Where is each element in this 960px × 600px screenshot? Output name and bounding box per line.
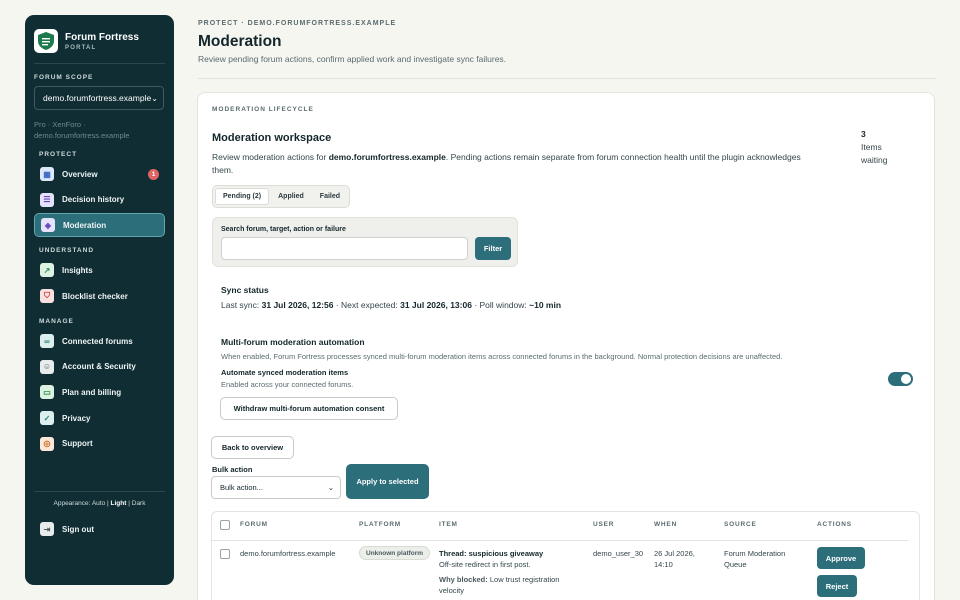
row-item	[439, 548, 584, 596]
sidebar-item-label: Privacy	[62, 413, 91, 423]
shield-logo-icon	[34, 29, 58, 53]
header-divider	[198, 78, 936, 79]
apply-to-selected-button[interactable]: Apply to selected	[346, 464, 429, 499]
source-line1: Forum Moderation	[724, 549, 786, 558]
appearance-light[interactable]: Light	[110, 500, 127, 507]
moderation-card	[197, 92, 935, 600]
brand[interactable]	[34, 29, 165, 64]
sync-status-title: Sync status	[221, 285, 269, 295]
notification-badge: 1	[148, 169, 159, 180]
next-sync-label: · Next expected:	[333, 300, 401, 310]
why-blocked-value: Low trust registration velocity	[439, 575, 560, 595]
row-checkbox[interactable]	[220, 549, 230, 559]
brand-subtitle: PORTAL	[65, 44, 97, 51]
back-to-overview-button[interactable]: Back to overview	[211, 436, 294, 459]
last-sync-label: Last sync:	[221, 300, 262, 310]
sidebar-item-label: Moderation	[63, 220, 107, 230]
search-label: Search forum, target, action or failure	[221, 226, 346, 233]
appearance-dark[interactable]: Dark	[131, 500, 146, 507]
sync-status-text	[221, 300, 561, 310]
desc-suffix: . Pending actions remain separate from forum connection health until the plugin acknowledges them.	[212, 152, 801, 175]
appearance-separator: |	[107, 500, 109, 507]
page-title: Moderation	[198, 33, 282, 50]
sidebar-item-connected-forums[interactable]	[34, 329, 165, 353]
sidebar-item-label: Blocklist checker	[62, 291, 128, 301]
tab-failed[interactable]: Failed	[319, 193, 341, 200]
column-header-forum: FORUM	[240, 521, 268, 528]
reject-button[interactable]: Reject	[817, 575, 857, 597]
appearance-auto[interactable]: Auto	[91, 500, 106, 507]
chevron-down-icon: ⌄	[327, 483, 334, 492]
row-when	[654, 548, 695, 570]
search-panel	[212, 217, 518, 267]
approve-button[interactable]: Approve	[817, 547, 865, 569]
forum-scope-value: demo.forumfortress.example	[43, 93, 152, 103]
sidebar-item-overview[interactable]	[34, 162, 165, 186]
select-all-checkbox[interactable]	[220, 520, 230, 530]
row-user: demo_user_30	[593, 549, 644, 558]
count-label-line1: Items	[861, 142, 882, 152]
moderation-table	[211, 511, 920, 600]
row-forum: demo.forumfortress.example	[240, 549, 336, 558]
appearance-label: Appearance:	[53, 500, 91, 507]
sidebar-item-plan-billing[interactable]	[34, 380, 165, 404]
shield-check-icon: ✓	[40, 411, 54, 425]
item-title[interactable]: Thread: suspicious giveaway	[439, 549, 544, 558]
shield-icon: ⛉	[40, 289, 54, 303]
column-header-item: ITEM	[439, 521, 458, 528]
withdraw-consent-button[interactable]: Withdraw multi-forum automation consent	[220, 397, 398, 420]
desc-forum: demo.forumfortress.example	[328, 152, 446, 162]
poll-window-value: ~10 min	[529, 300, 562, 310]
nav-section-manage: MANAGE	[39, 318, 74, 326]
sidebar-item-decision-history[interactable]	[34, 188, 165, 212]
bulk-action-value: Bulk action...	[220, 483, 263, 492]
chevron-down-icon: ⌄	[151, 93, 158, 103]
scope-meta-line2: demo.forumfortress.example	[34, 131, 130, 140]
appearance-separator: |	[128, 500, 130, 507]
source-line2: Queue	[724, 560, 747, 569]
user-icon: ☺	[40, 360, 54, 374]
sidebar	[25, 15, 174, 585]
item-detail: Off-site redirect in first post.	[439, 560, 531, 569]
why-blocked	[439, 574, 584, 596]
tab-applied[interactable]: Applied	[278, 193, 304, 200]
nav-section-understand: UNDERSTAND	[39, 247, 95, 255]
lifebuoy-icon: ◎	[40, 437, 54, 451]
sidebar-item-insights[interactable]	[34, 258, 165, 282]
automation-description: When enabled, Forum Fortress processes synced multi-forum moderation items across connected forums in the background. Normal protection decisions are unaffected.	[221, 352, 783, 361]
scope-meta	[34, 119, 165, 141]
count-number: 3	[861, 129, 866, 139]
count-label-line2: waiting	[861, 155, 888, 165]
status-tabs	[212, 185, 350, 208]
sidebar-item-label: Overview	[62, 169, 98, 179]
sidebar-item-blocklist-checker[interactable]	[34, 284, 165, 308]
sign-out-button[interactable]	[34, 517, 165, 541]
chart-icon: ↗	[40, 263, 54, 277]
brand-name: Forum Fortress	[65, 31, 139, 43]
header-divider	[212, 540, 908, 541]
sidebar-item-account-security[interactable]	[34, 355, 165, 379]
sidebar-item-label: Decision history	[62, 195, 125, 205]
search-input[interactable]	[221, 237, 468, 260]
desc-prefix: Review moderation actions for	[212, 152, 329, 162]
grid-icon: ▦	[40, 167, 54, 181]
sidebar-item-label: Plan and billing	[62, 387, 122, 397]
sidebar-item-support[interactable]	[34, 432, 165, 456]
platform-badge: Unknown platform	[359, 546, 430, 560]
automation-toggle-label: Automate synced moderation items	[221, 368, 349, 377]
credit-card-icon: ▭	[40, 385, 54, 399]
bulk-action-select[interactable]	[211, 476, 341, 499]
filter-button[interactable]: Filter	[475, 237, 511, 260]
bulk-action-label: Bulk action	[212, 465, 253, 474]
layers-icon: ◈	[41, 218, 55, 232]
column-header-when: WHEN	[654, 521, 678, 528]
sign-out-label: Sign out	[62, 524, 94, 534]
history-icon: ☰	[40, 193, 54, 207]
nav-section-protect: PROTECT	[39, 151, 78, 158]
forum-scope-select[interactable]	[34, 86, 164, 110]
sign-out-icon: ⇥	[40, 522, 54, 536]
automation-toggle[interactable]	[888, 372, 913, 386]
tab-pending[interactable]: Pending (2)	[215, 188, 269, 205]
column-header-user: USER	[593, 521, 615, 528]
forum-scope-label: FORUM SCOPE	[34, 74, 94, 81]
next-sync-value: 31 Jul 2026, 13:06	[400, 300, 472, 310]
sidebar-item-label: Support	[62, 439, 93, 449]
appearance-switcher	[34, 491, 165, 507]
column-header-actions: ACTIONS	[817, 521, 852, 528]
sidebar-item-label: Account & Security	[62, 362, 136, 372]
poll-window-label: · Poll window:	[471, 300, 530, 310]
page-subtitle: Review pending forum actions, confirm applied work and investigate sync failures.	[198, 54, 507, 64]
when-date: 26 Jul 2026,	[654, 549, 695, 558]
column-header-platform: PLATFORM	[359, 521, 402, 528]
why-blocked-label: Why blocked:	[439, 575, 488, 584]
workspace-title: Moderation workspace	[212, 132, 332, 144]
sidebar-item-privacy[interactable]	[34, 406, 165, 430]
section-label: MODERATION LIFECYCLE	[212, 106, 314, 113]
column-header-source: SOURCE	[724, 521, 757, 528]
last-sync-value: 31 Jul 2026, 12:56	[261, 300, 334, 310]
sidebar-item-label: Insights	[62, 265, 93, 275]
when-time: 14:10	[654, 560, 673, 569]
row-source	[724, 548, 785, 570]
workspace-description	[212, 151, 812, 176]
automation-toggle-sub: Enabled across your connected forums.	[221, 380, 354, 389]
scope-meta-line1: Pro · XenForo ·	[34, 120, 86, 129]
sidebar-item-label: Connected forums	[62, 336, 133, 346]
automation-title: Multi-forum moderation automation	[221, 337, 365, 347]
sidebar-item-moderation[interactable]	[34, 213, 165, 237]
items-waiting-count	[861, 128, 887, 167]
breadcrumb: PROTECT · DEMO.FORUMFORTRESS.EXAMPLE	[198, 20, 397, 27]
link-icon: ∞	[40, 334, 54, 348]
